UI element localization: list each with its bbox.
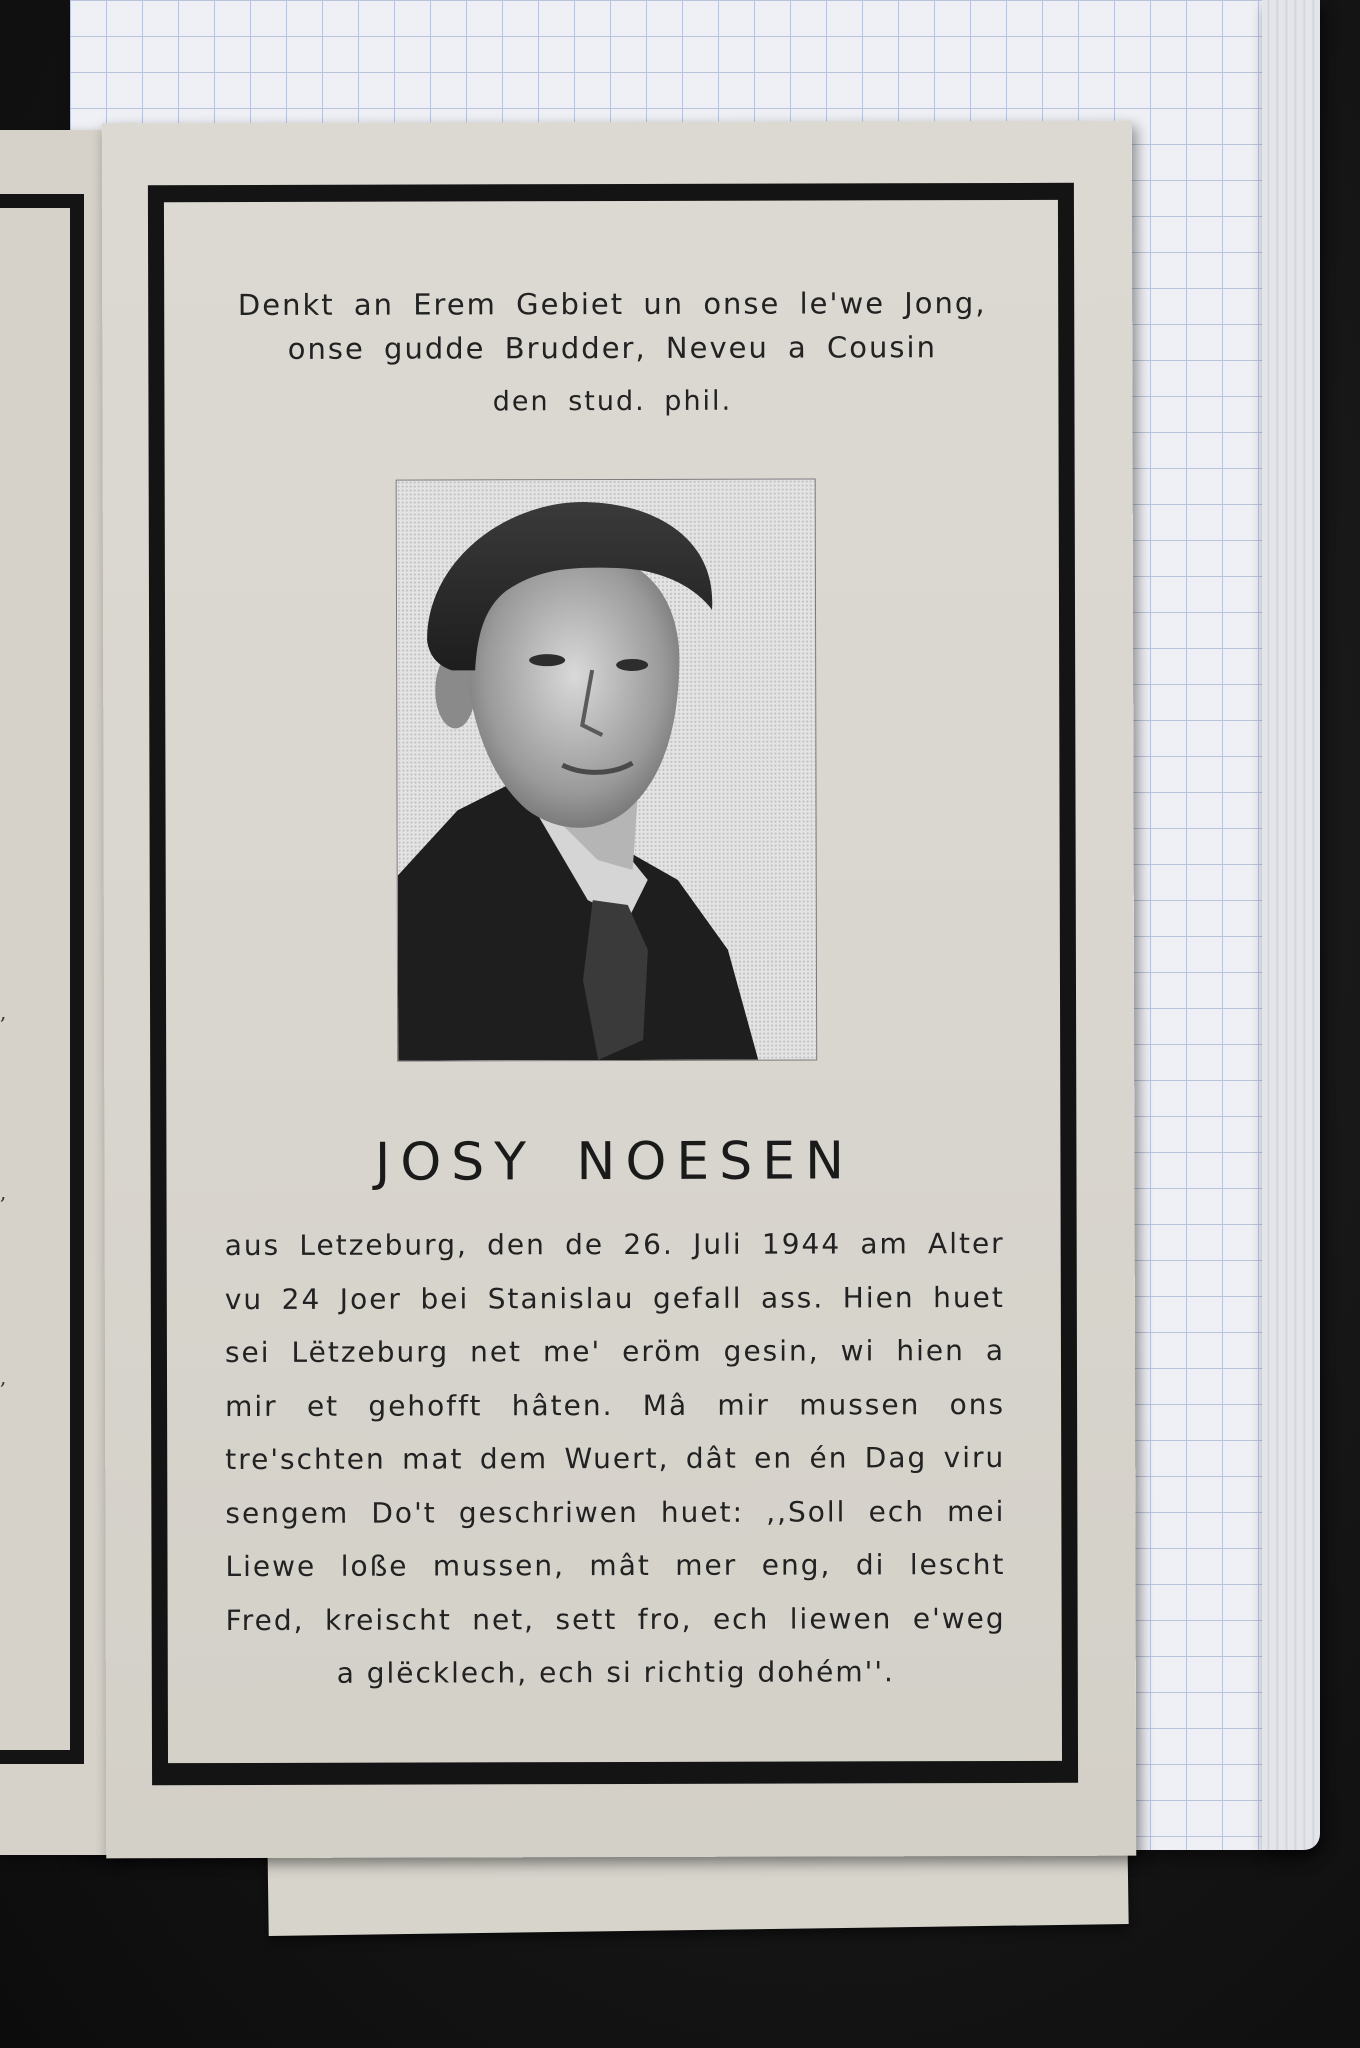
body-line: Fred, kreischt net, sett fro, ech liewen e'weg: [225, 1601, 1006, 1637]
left-panel-mark: ,: [0, 1180, 7, 1204]
portrait-photo: [397, 479, 817, 1060]
body-line: Liewe loße mussen, mât mer eng, di lescht: [225, 1547, 1006, 1584]
deceased-name: JOSY NOESEN: [374, 1131, 855, 1193]
header-line: Denkt an Erem Gebiet un onse le'we Jong,: [237, 286, 987, 322]
header-line: den stud. phil.: [492, 385, 733, 418]
body-line: mir et gehofft hâten. Mâ mir mussen ons: [225, 1387, 1006, 1423]
body-line: tre'schten mat dem Wuert, dât en én Dag viru: [225, 1440, 1006, 1477]
notebook-page-edges: [1262, 0, 1320, 1850]
body-line: aus Letzeburg, den de 26. Juli 1944 am Alter: [224, 1226, 1005, 1263]
left-panel-mark: ,: [0, 1000, 7, 1024]
portrait-photo-image: [397, 479, 817, 1060]
body-line: a glëcklech, ech si richtig dohém''.: [336, 1655, 895, 1690]
left-panel-mark: ,: [0, 1365, 7, 1389]
body-line: vu 24 Joer bei Stanislau gefall ass. Hien huet: [224, 1280, 1005, 1316]
card-header: [182, 281, 1042, 425]
memorial-card: [102, 121, 1137, 1859]
body-line: sengem Do't geschriwen huet: ,,Soll ech mei: [225, 1494, 1006, 1530]
header-line: onse gudde Brudder, Neveu a Cousin: [287, 330, 937, 366]
card-body-text: [225, 1217, 1006, 1701]
left-panel-black-border: [0, 194, 84, 1764]
body-line: sei Lëtzeburg net me' eröm gesin, wi hien a: [224, 1333, 1005, 1370]
